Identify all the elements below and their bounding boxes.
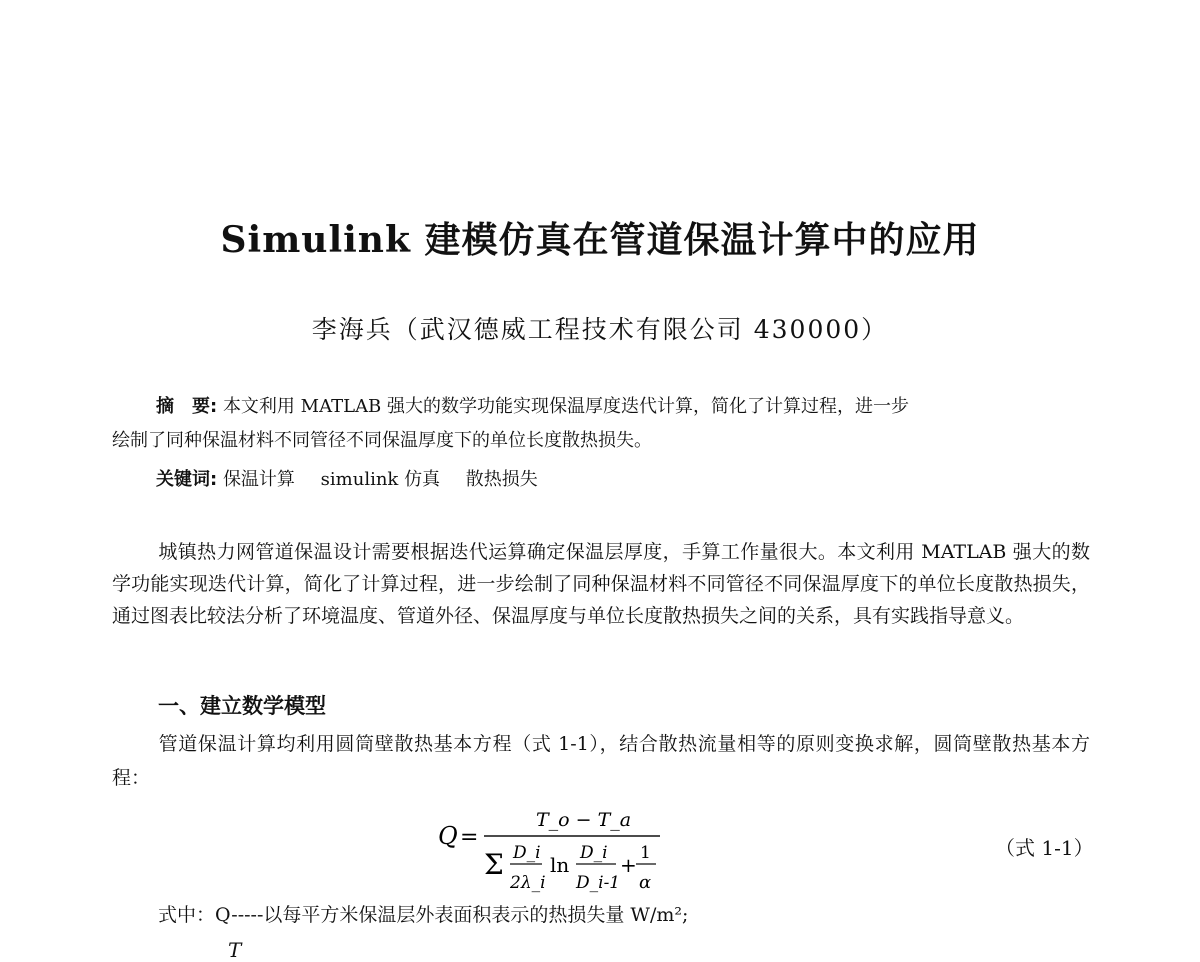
keyword-item: 保温计算 (222, 469, 295, 490)
section-paragraph (112, 727, 1090, 795)
keyword-item: simulink 仿真 (320, 469, 441, 490)
equation-equals: = (460, 825, 479, 850)
abstract (112, 390, 1087, 458)
equation-numerator: T_o − T_a (536, 809, 632, 831)
keyword-item: 散热损失 (465, 469, 538, 490)
intro-paragraph (112, 536, 1090, 632)
author-affiliation: 李海兵（武汉德威工程技术有限公司 430000） (311, 315, 889, 344)
section-heading: 一、建立数学模型 (158, 694, 326, 718)
abstract-line-2: 绘制了同种保温材料不同管径不同保温厚度下的单位长度散热损失。 (112, 430, 652, 451)
equation-1-1 (420, 800, 720, 900)
frac2-numerator: D_i (580, 843, 608, 863)
frac3-numerator: 1 (640, 843, 651, 863)
abstract-label: 摘 要: (156, 396, 218, 417)
plus-sign: + (620, 853, 637, 877)
frac1-numerator: D_i (513, 843, 541, 863)
section-paragraph-text: 管道保温计算均利用圆筒壁散热基本方程（式 1-1），结合散热流量相等的原则变换求解，圆筒壁散热基本方程： (112, 733, 1090, 789)
keywords-label: 关键词: (156, 469, 218, 490)
equation-lhs: Q (438, 822, 458, 850)
sum-symbol: Σ (484, 848, 504, 881)
frac1-denominator: 2λ_i (510, 873, 546, 893)
keywords (156, 466, 1086, 494)
ln-symbol: ln (550, 853, 570, 877)
frac2-denominator: D_i-1 (576, 873, 621, 893)
intro-text: 城镇热力网管道保温设计需要根据迭代运算确定保温层厚度，手算工作量很大。本文利用 MATLAB 强大的数学功能实现迭代计算，简化了计算过程，进一步绘制了同种保温材料不同管径不同保温厚度下的单位长度散热损失，通过图表比较法分析了环境温度、管道外径、保温厚度与单位长度散热损失之间的关系，具有实践指导意义。 (112, 541, 1090, 627)
where-line: 式中：Q-----以每平方米保温层外表面积表示的热损失量 W/m²; (158, 904, 689, 926)
paper-title: Simulink 建模仿真在管道保温计算中的应用 (220, 219, 980, 261)
equation-label: （式 1-1） (995, 836, 1094, 860)
frac3-denominator: α (639, 872, 652, 893)
cut-off-symbol: T (228, 938, 242, 962)
abstract-line-1: 本文利用 MATLAB 强大的数学功能实现保温厚度迭代计算，简化了计算过程，进一步 (222, 396, 910, 417)
